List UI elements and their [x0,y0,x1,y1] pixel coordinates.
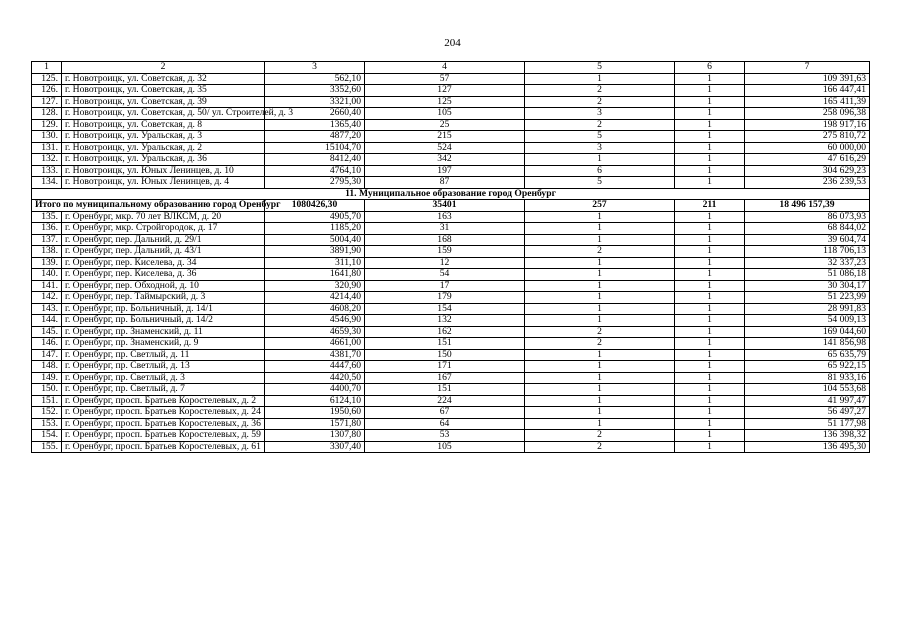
table-row [32,315,870,327]
area-cell: 1950,60 [265,407,365,419]
column-header: 3 [265,62,365,74]
column-6-cell: 1 [675,131,745,143]
row-number: 134. [32,177,62,189]
residents-cell: 197 [365,165,525,177]
residents-cell: 87 [365,177,525,189]
column-5-cell: 2 [525,246,675,258]
residents-cell: 179 [365,292,525,304]
residents-cell: 125 [365,96,525,108]
column-header: 4 [365,62,525,74]
table-row [32,407,870,419]
table-row [32,372,870,384]
column-6-cell: 1 [675,441,745,453]
column-6-cell: 1 [675,315,745,327]
cost-cell: 41 997,47 [745,395,870,407]
row-number: 130. [32,131,62,143]
row-number: 139. [32,257,62,269]
row-number: 142. [32,292,62,304]
table-row [32,269,870,281]
column-6-cell: 1 [675,165,745,177]
cost-cell: 65 922,15 [745,361,870,373]
table-row [32,292,870,304]
table-row [32,338,870,350]
residents-cell: 151 [365,384,525,396]
column-6-cell: 1 [675,418,745,430]
address-cell: г. Новотроицк, ул. Уральская, д. 36 [62,154,265,166]
cost-cell: 32 337,23 [745,257,870,269]
area-cell: 6124,10 [265,395,365,407]
row-number: 151. [32,395,62,407]
residents-cell: 215 [365,131,525,143]
residents-cell: 159 [365,246,525,258]
column-6-cell: 1 [675,384,745,396]
address-cell: г. Оренбург, пер. Дальний, д. 43/1 [62,246,265,258]
column-5-cell: 2 [525,441,675,453]
column-5-cell: 1 [525,257,675,269]
residents-cell: 105 [365,108,525,120]
column-6-cell: 1 [675,395,745,407]
area-cell: 562,10 [265,73,365,85]
address-cell: г. Оренбург, пр. Светлый, д. 13 [62,361,265,373]
area-cell: 4400,70 [265,384,365,396]
column-header: 5 [525,62,675,74]
residents-cell: 12 [365,257,525,269]
address-cell: г. Оренбург, пр. Светлый, д. 7 [62,384,265,396]
cost-cell: 236 239,53 [745,177,870,189]
column-5-cell: 1 [525,407,675,419]
area-cell: 5004,40 [265,234,365,246]
address-cell: г. Новотроицк, ул. Юных Ленинцев, д. 10 [62,165,265,177]
residents-cell: 167 [365,372,525,384]
table-row [32,257,870,269]
column-6-cell: 1 [675,269,745,281]
column-5-cell: 1 [525,280,675,292]
cost-cell: 51 086,18 [745,269,870,281]
column-header: 2 [62,62,265,74]
area-cell: 4905,70 [265,211,365,223]
column-6-cell: 1 [675,303,745,315]
table-row [32,85,870,97]
column-6-cell: 1 [675,326,745,338]
cost-cell: 86 073,93 [745,211,870,223]
column-6-cell: 1 [675,85,745,97]
table-row [32,119,870,131]
column-5-cell: 1 [525,154,675,166]
total-area: 1080426,30 [265,200,365,212]
cost-cell: 258 096,38 [745,108,870,120]
table-row [32,131,870,143]
table-row [32,326,870,338]
header-row [32,62,870,74]
address-cell: г. Оренбург, пр. Больничный, д. 14/1 [62,303,265,315]
area-cell: 4764,10 [265,165,365,177]
cost-cell: 165 411,39 [745,96,870,108]
cost-cell: 275 810,72 [745,131,870,143]
row-number: 144. [32,315,62,327]
row-number: 133. [32,165,62,177]
residents-cell: 224 [365,395,525,407]
column-6-cell: 1 [675,211,745,223]
column-6-cell: 1 [675,154,745,166]
row-number: 137. [32,234,62,246]
column-5-cell: 2 [525,119,675,131]
residents-cell: 64 [365,418,525,430]
cost-cell: 304 629,23 [745,165,870,177]
column-5-cell: 3 [525,142,675,154]
residents-cell: 150 [365,349,525,361]
residents-cell: 17 [365,280,525,292]
address-cell: г. Оренбург, пер. Таймырский, д. 3 [62,292,265,304]
row-number: 140. [32,269,62,281]
address-cell: г. Новотроицк, ул. Юных Ленинцев, д. 4 [62,177,265,189]
row-number: 154. [32,430,62,442]
row-number: 150. [32,384,62,396]
column-6-cell: 1 [675,177,745,189]
address-cell: г. Оренбург, просп. Братьев Коростелевых, д. 36 [62,418,265,430]
cost-cell: 104 553,68 [745,384,870,396]
table-row [32,177,870,189]
cost-cell: 60 000,00 [745,142,870,154]
area-cell: 4661,00 [265,338,365,350]
residents-cell: 168 [365,234,525,246]
table-row [32,165,870,177]
row-number: 125. [32,73,62,85]
row-number: 146. [32,338,62,350]
row-number: 147. [32,349,62,361]
column-5-cell: 1 [525,292,675,304]
cost-cell: 65 635,79 [745,349,870,361]
area-cell: 311,10 [265,257,365,269]
total-cost: 18 496 157,39 [745,200,870,212]
table-row [32,303,870,315]
cost-cell: 54 009,13 [745,315,870,327]
area-cell: 4546,90 [265,315,365,327]
table-row [32,441,870,453]
area-cell: 1641,80 [265,269,365,281]
address-cell: г. Новотроицк, ул. Уральская, д. 2 [62,142,265,154]
address-cell: г. Новотроицк, ул. Советская, д. 50/ ул. Строителей, д. 3 [62,108,265,120]
address-cell: г. Оренбург, просп. Братьев Коростелевых, д. 59 [62,430,265,442]
table-row [32,234,870,246]
residents-cell: 105 [365,441,525,453]
column-6-cell: 1 [675,430,745,442]
area-cell: 4608,20 [265,303,365,315]
cost-cell: 169 044,60 [745,326,870,338]
table-row [32,418,870,430]
cost-cell: 136 495,30 [745,441,870,453]
residents-cell: 53 [365,430,525,442]
row-number: 143. [32,303,62,315]
column-6-cell: 1 [675,246,745,258]
cost-cell: 81 933,16 [745,372,870,384]
residents-cell: 54 [365,269,525,281]
address-cell: г. Оренбург, пр. Знаменский, д. 11 [62,326,265,338]
row-number: 145. [32,326,62,338]
area-cell: 4420,50 [265,372,365,384]
area-cell: 3891,90 [265,246,365,258]
column-5-cell: 1 [525,384,675,396]
row-number: 128. [32,108,62,120]
column-5-cell: 1 [525,269,675,281]
area-cell: 320,90 [265,280,365,292]
column-5-cell: 1 [525,349,675,361]
cost-cell: 136 398,32 [745,430,870,442]
column-5-cell: 2 [525,430,675,442]
cost-cell: 198 917,16 [745,119,870,131]
column-6-cell: 1 [675,280,745,292]
column-6-cell: 1 [675,257,745,269]
total-row [32,200,870,212]
residents-cell: 57 [365,73,525,85]
cost-cell: 47 616,29 [745,154,870,166]
cost-cell: 109 391,63 [745,73,870,85]
cost-cell: 118 706,13 [745,246,870,258]
residents-cell: 67 [365,407,525,419]
section-header-row [32,188,870,200]
row-number: 129. [32,119,62,131]
column-6-cell: 1 [675,338,745,350]
page-number: 204 [444,37,461,49]
residents-cell: 132 [365,315,525,327]
total-column-6: 211 [675,200,745,212]
residents-cell: 524 [365,142,525,154]
row-number: 155. [32,441,62,453]
column-5-cell: 3 [525,108,675,120]
address-cell: г. Новотроицк, ул. Советская, д. 35 [62,85,265,97]
area-cell: 1365,40 [265,119,365,131]
column-5-cell: 1 [525,234,675,246]
row-number: 132. [32,154,62,166]
address-cell: г. Новотроицк, ул. Советская, д. 8 [62,119,265,131]
table-row [32,349,870,361]
column-5-cell: 1 [525,372,675,384]
table-row [32,384,870,396]
column-5-cell: 1 [525,211,675,223]
residents-cell: 162 [365,326,525,338]
column-6-cell: 1 [675,372,745,384]
column-header: 6 [675,62,745,74]
column-6-cell: 1 [675,349,745,361]
column-5-cell: 1 [525,315,675,327]
row-number: 141. [32,280,62,292]
cost-cell: 68 844,02 [745,223,870,235]
table-row [32,211,870,223]
table-row [32,108,870,120]
area-cell: 4381,70 [265,349,365,361]
address-cell: г. Оренбург, пер. Киселева, д. 34 [62,257,265,269]
cost-cell: 51 223,99 [745,292,870,304]
column-6-cell: 1 [675,108,745,120]
row-number: 131. [32,142,62,154]
column-6-cell: 1 [675,142,745,154]
column-5-cell: 6 [525,165,675,177]
row-number: 127. [32,96,62,108]
column-5-cell: 2 [525,338,675,350]
table-row [32,280,870,292]
area-cell: 1571,80 [265,418,365,430]
area-cell: 1307,80 [265,430,365,442]
row-number: 138. [32,246,62,258]
cost-cell: 141 856,98 [745,338,870,350]
area-cell: 4877,20 [265,131,365,143]
column-5-cell: 5 [525,177,675,189]
address-cell: г. Оренбург, пер. Обходной, д. 10 [62,280,265,292]
address-cell: г. Оренбург, мкр. Стройгородок, д. 17 [62,223,265,235]
area-cell: 2660,40 [265,108,365,120]
row-number: 153. [32,418,62,430]
total-label: Итого по муниципальному образованию город Оренбург [32,200,265,212]
column-5-cell: 2 [525,96,675,108]
address-cell: г. Новотроицк, ул. Уральская, д. 3 [62,131,265,143]
column-5-cell: 1 [525,303,675,315]
address-cell: г. Оренбург, пер. Киселева, д. 36 [62,269,265,281]
address-cell: г. Новотроицк, ул. Советская, д. 32 [62,73,265,85]
residents-cell: 154 [365,303,525,315]
cost-cell: 39 604,74 [745,234,870,246]
area-cell: 15104,70 [265,142,365,154]
table-row [32,246,870,258]
address-cell: г. Оренбург, просп. Братьев Коростелевых, д. 24 [62,407,265,419]
area-cell: 3321,00 [265,96,365,108]
cost-cell: 30 304,17 [745,280,870,292]
address-cell: г. Оренбург, пр. Светлый, д. 3 [62,372,265,384]
column-6-cell: 1 [675,361,745,373]
column-5-cell: 5 [525,131,675,143]
area-cell: 3352,60 [265,85,365,97]
residents-cell: 342 [365,154,525,166]
column-6-cell: 1 [675,407,745,419]
row-number: 136. [32,223,62,235]
table-row [32,142,870,154]
area-cell: 3307,40 [265,441,365,453]
column-header: 1 [32,62,62,74]
column-5-cell: 1 [525,418,675,430]
residents-cell: 171 [365,361,525,373]
cost-cell: 166 447,41 [745,85,870,97]
area-cell: 1185,20 [265,223,365,235]
area-cell: 4447,60 [265,361,365,373]
column-6-cell: 1 [675,292,745,304]
row-number: 126. [32,85,62,97]
table-row [32,223,870,235]
column-6-cell: 1 [675,234,745,246]
column-6-cell: 1 [675,96,745,108]
column-6-cell: 1 [675,73,745,85]
column-5-cell: 1 [525,361,675,373]
table-row [32,395,870,407]
table-row [32,73,870,85]
area-cell: 8412,40 [265,154,365,166]
total-residents: 35401 [365,200,525,212]
column-5-cell: 1 [525,223,675,235]
column-5-cell: 1 [525,395,675,407]
area-cell: 4659,30 [265,326,365,338]
area-cell: 4214,40 [265,292,365,304]
address-cell: г. Оренбург, пр. Светлый, д. 11 [62,349,265,361]
registry-table [31,61,870,453]
address-cell: г. Оренбург, мкр. 70 лет ВЛКСМ, д. 20 [62,211,265,223]
table-row [32,96,870,108]
row-number: 152. [32,407,62,419]
residents-cell: 127 [365,85,525,97]
table-row [32,154,870,166]
column-6-cell: 1 [675,119,745,131]
table-row [32,430,870,442]
column-6-cell: 1 [675,223,745,235]
row-number: 148. [32,361,62,373]
table-body [32,62,870,453]
cost-cell: 51 177,98 [745,418,870,430]
cost-cell: 28 991,83 [745,303,870,315]
address-cell: г. Оренбург, пр. Знаменский, д. 9 [62,338,265,350]
address-cell: г. Оренбург, просп. Братьев Коростелевых, д. 61 [62,441,265,453]
table-row [32,361,870,373]
cost-cell: 56 497,27 [745,407,870,419]
column-5-cell: 1 [525,73,675,85]
residents-cell: 31 [365,223,525,235]
address-cell: г. Оренбург, пер. Дальний, д. 29/1 [62,234,265,246]
row-number: 135. [32,211,62,223]
total-column-5: 257 [525,200,675,212]
address-cell: г. Оренбург, просп. Братьев Коростелевых, д. 2 [62,395,265,407]
section-title: 11. Муниципальное образование город Оренбург [32,188,870,200]
column-header: 7 [745,62,870,74]
address-cell: г. Оренбург, пр. Больничный, д. 14/2 [62,315,265,327]
residents-cell: 25 [365,119,525,131]
column-5-cell: 2 [525,85,675,97]
address-cell: г. Новотроицк, ул. Советская, д. 39 [62,96,265,108]
residents-cell: 151 [365,338,525,350]
area-cell: 2795,30 [265,177,365,189]
residents-cell: 163 [365,211,525,223]
row-number: 149. [32,372,62,384]
column-5-cell: 2 [525,326,675,338]
